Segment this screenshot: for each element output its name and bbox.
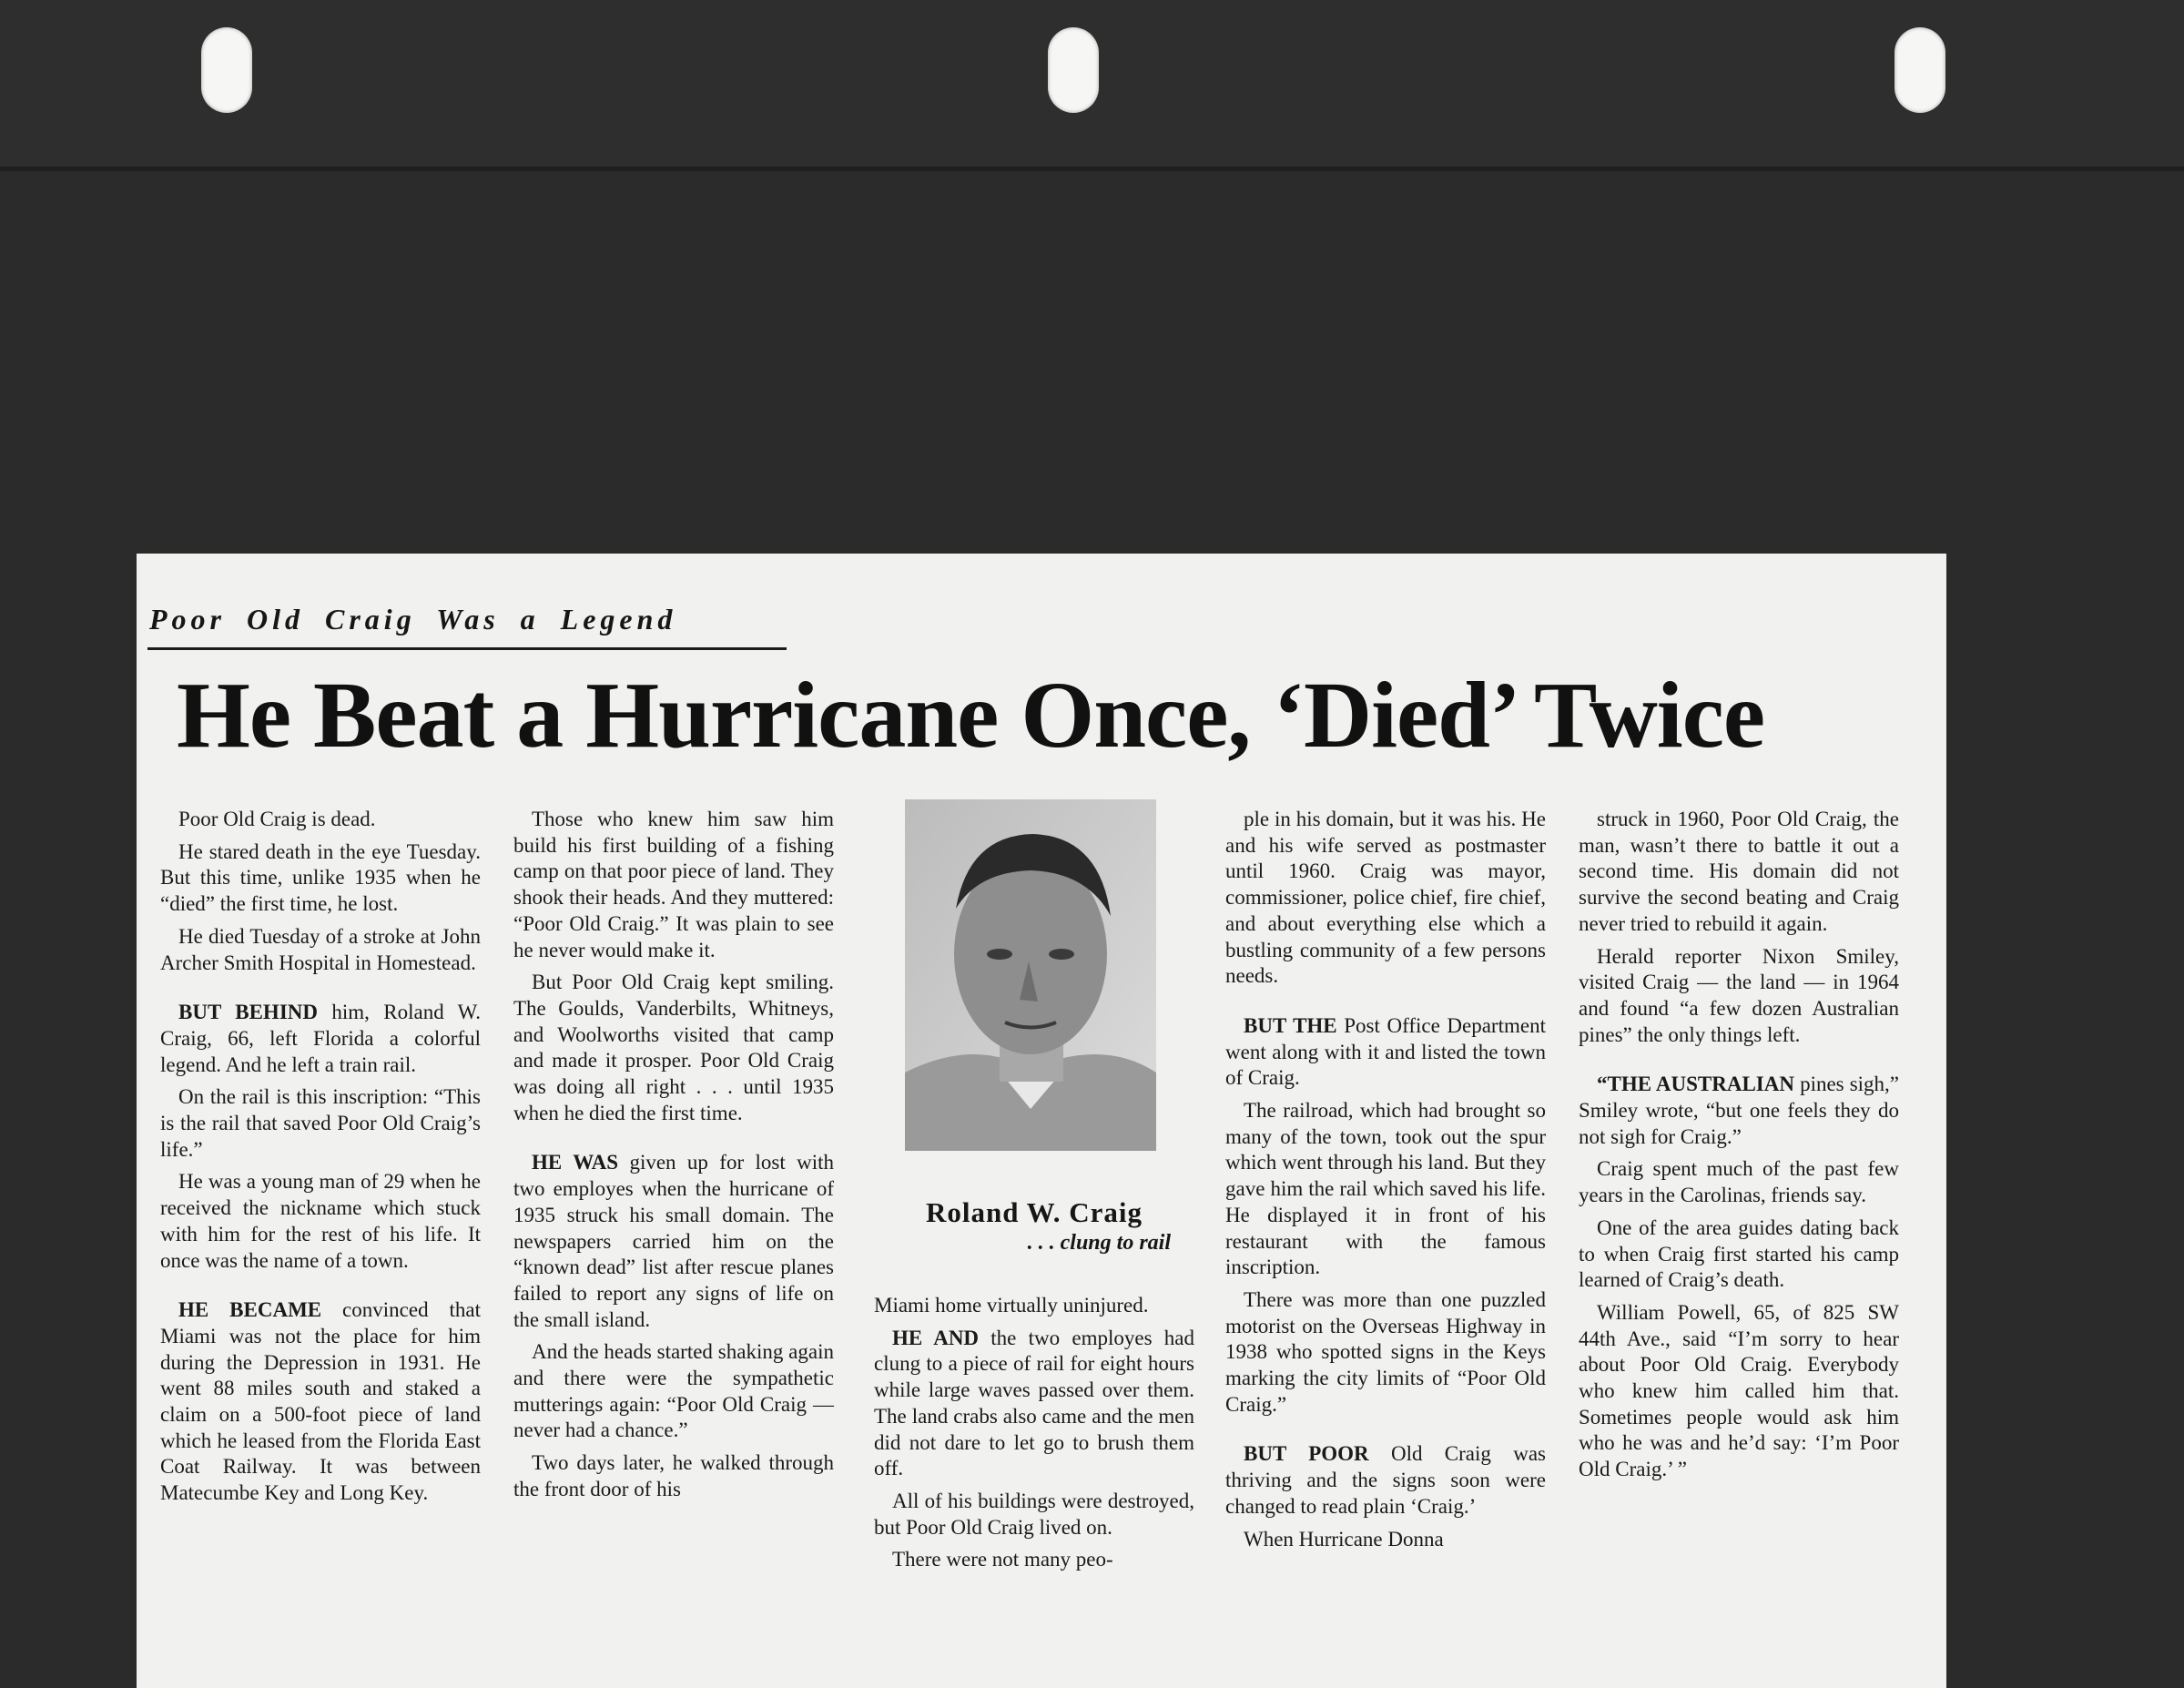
paragraph-text: Post Office Department went along with it and listed the town of Craig.	[1225, 1013, 1546, 1090]
photo-caption-subtitle: . . . clung to rail	[1027, 1231, 1171, 1255]
article-paragraph	[1225, 1013, 1546, 1092]
paragraph-text: When Hurricane Donna	[1244, 1527, 1444, 1551]
article-paragraph	[160, 1084, 481, 1163]
paragraph-text: There was more than one puzzled motorist on the Overseas Highway in 1938 who spotted signs in the Keys marking the city limits of “Poor Old Craig.”	[1225, 1287, 1546, 1416]
paragraph-lead-in: HE WAS	[532, 1151, 619, 1174]
article-paragraph	[160, 807, 481, 833]
paragraph-lead-in: “THE AUSTRALIAN	[1597, 1073, 1794, 1096]
article-paragraph	[1579, 1156, 1899, 1208]
article-column-5	[1579, 807, 1899, 1490]
article-paragraph	[160, 839, 481, 918]
headline: He Beat a Hurricane Once, ‘Died’ Twice	[177, 663, 1765, 768]
portrait-photo	[905, 799, 1156, 1151]
article-paragraph	[160, 1000, 481, 1078]
article-paragraph	[874, 1489, 1194, 1541]
paragraph-text: He died Tuesday of a stroke at John Archer Smith Hospital in Homestead.	[160, 924, 481, 974]
article-paragraph	[1579, 1072, 1899, 1150]
paragraph-lead-in: BUT POOR	[1244, 1442, 1369, 1466]
article-paragraph	[160, 1169, 481, 1274]
article-paragraph	[513, 1150, 834, 1333]
photo-caption-name: Roland W. Craig	[925, 1196, 1143, 1228]
paragraph-text: given up for lost with two employes when the hurricane of 1935 struck his small domain. The newspapers carried him on the “known dead” list after rescue planes failed to report any signs of life on the small island.	[513, 1151, 835, 1331]
paragraph-lead-in: HE BECAME	[178, 1298, 322, 1322]
article-paragraph	[874, 1326, 1194, 1482]
paragraph-text: One of the area guides dating back to when Craig first started his camp learned of Craig’s death.	[1579, 1215, 1899, 1292]
article-paragraph	[1579, 1300, 1899, 1483]
article-paragraph	[1225, 807, 1546, 990]
kicker-headline: Poor Old Craig Was a Legend	[149, 603, 677, 636]
article-paragraph	[513, 1339, 834, 1444]
paragraph-text: But Poor Old Craig kept smiling. The Goulds, Vanderbilts, Whitneys, and Woolworths visited that camp and made it prosper. Poor Old Craig was doing all right . . . until 1935 when he died the first time.	[513, 971, 834, 1124]
paragraph-text: Old Craig was thriving and the signs soon were changed to read plain ‘Craig.’	[1225, 1442, 1546, 1518]
paragraph-text: Two days later, he walked through the front door of his	[513, 1451, 834, 1500]
paragraph-text: pines sigh,” Smiley wrote, “but one feels they do not sigh for Craig.”	[1579, 1073, 1899, 1148]
punch-hole-right	[1894, 27, 1945, 113]
article-column-1	[160, 807, 481, 1513]
paragraph-lead-in: BUT BEHIND	[178, 1001, 318, 1024]
paragraph-lead-in: HE AND	[892, 1326, 980, 1349]
article-paragraph	[513, 1450, 834, 1502]
article-paragraph	[1225, 1441, 1546, 1520]
paragraph-text: William Powell, 65, of 825 SW 44th Ave., said “I’m sorry to hear about Poor Old Craig. Everybody who knew him called him that. Sometimes people would ask him who he was and he’d say: ‘I’m Poor Old Craig.’ ”	[1579, 1300, 1899, 1481]
paragraph-lead-in: BUT THE	[1244, 1013, 1337, 1037]
paragraph-text: Those who knew him saw him build his first building of a fishing camp on that poor piece of land. They shook their heads. And they muttered: “Poor Old Craig.” It was plain to see he never would make it.	[513, 808, 834, 961]
paragraph-text: There were not many peo-	[892, 1548, 1113, 1571]
paragraph-text: Miami home virtually uninjured.	[874, 1294, 1149, 1317]
paragraph-text: ple in his domain, but it was his. He and his wife served as postmaster until 1960. Craig was mayor, commissioner, police chief, fire chief, and about everything else which a bustling community of a few persons needs.	[1225, 808, 1546, 988]
paragraph-text: On the rail is this inscription: “This is the rail that saved Poor Old Craig’s life.”	[160, 1085, 481, 1161]
article-column-2	[513, 807, 834, 1510]
binder-band-edge	[0, 167, 2184, 171]
punch-hole-left	[201, 27, 252, 113]
article-paragraph	[1225, 1098, 1546, 1281]
paragraph-text: convinced that Miami was not the place for him during the Depression in 1931. He went 88 miles south and staked a claim on a 500-foot piece of land which he leased from the Florida East Coat Railway. It was between Matecumbe Key and Long Key.	[160, 1298, 481, 1505]
paragraph-text: Craig spent much of the past few years in the Carolinas, friends say.	[1579, 1157, 1899, 1207]
paragraph-text: Poor Old Craig is dead.	[178, 808, 376, 830]
article-paragraph	[160, 924, 481, 976]
article-paragraph	[1579, 1215, 1899, 1294]
paragraph-text: struck in 1960, Poor Old Craig, the man, wasn’t there to battle it out a second time. His domain did not survive the second beating and Craig never tried to rebuild it again.	[1579, 808, 1899, 935]
article-paragraph	[874, 1547, 1194, 1573]
article-paragraph	[874, 1293, 1194, 1319]
article-paragraph	[1225, 1527, 1546, 1553]
paragraph-text: All of his buildings were destroyed, but Poor Old Craig lived on.	[874, 1489, 1194, 1539]
article-column-3	[874, 1293, 1194, 1580]
paragraph-text: And the heads started shaking again and there were the sympathetic mutterings again: “Poor Old Craig — never had a chance.”	[513, 1340, 834, 1442]
article-paragraph	[513, 807, 834, 963]
paragraph-text: He stared death in the eye Tuesday. But this time, unlike 1935 when he “died” the first time, he lost.	[160, 839, 481, 916]
paragraph-text: him, Roland W. Craig, 66, left Florida a colorful legend. And he left a train rail.	[160, 1001, 482, 1076]
punch-hole-center	[1048, 27, 1099, 113]
article-paragraph	[1225, 1287, 1546, 1419]
paragraph-text: Herald reporter Nixon Smiley, visited Craig — the land — in 1964 and found “a few dozen Australian pines” the only things left.	[1579, 944, 1899, 1046]
article-paragraph	[513, 970, 834, 1126]
article-column-4	[1225, 807, 1546, 1559]
paragraph-text: The railroad, which had brought so many of the town, took out the spur which went through his land. But they gave him the rail which saved his life. He displayed it in front of his restaurant with the famous inscription.	[1225, 1099, 1546, 1279]
article-paragraph	[1579, 944, 1899, 1049]
article-paragraph	[160, 1297, 481, 1507]
paragraph-text: He was a young man of 29 when he received the nickname which stuck with him for the rest of his life. It once was the name of a town.	[160, 1170, 481, 1272]
paragraph-text: the two employes had clung to a piece of rail for eight hours while large waves passed over them. The land crabs also came and the men did not dare to let go to brush them off.	[874, 1326, 1194, 1480]
newspaper-clipping	[137, 554, 1946, 1688]
kicker-underline	[147, 647, 787, 650]
article-paragraph	[1579, 807, 1899, 938]
